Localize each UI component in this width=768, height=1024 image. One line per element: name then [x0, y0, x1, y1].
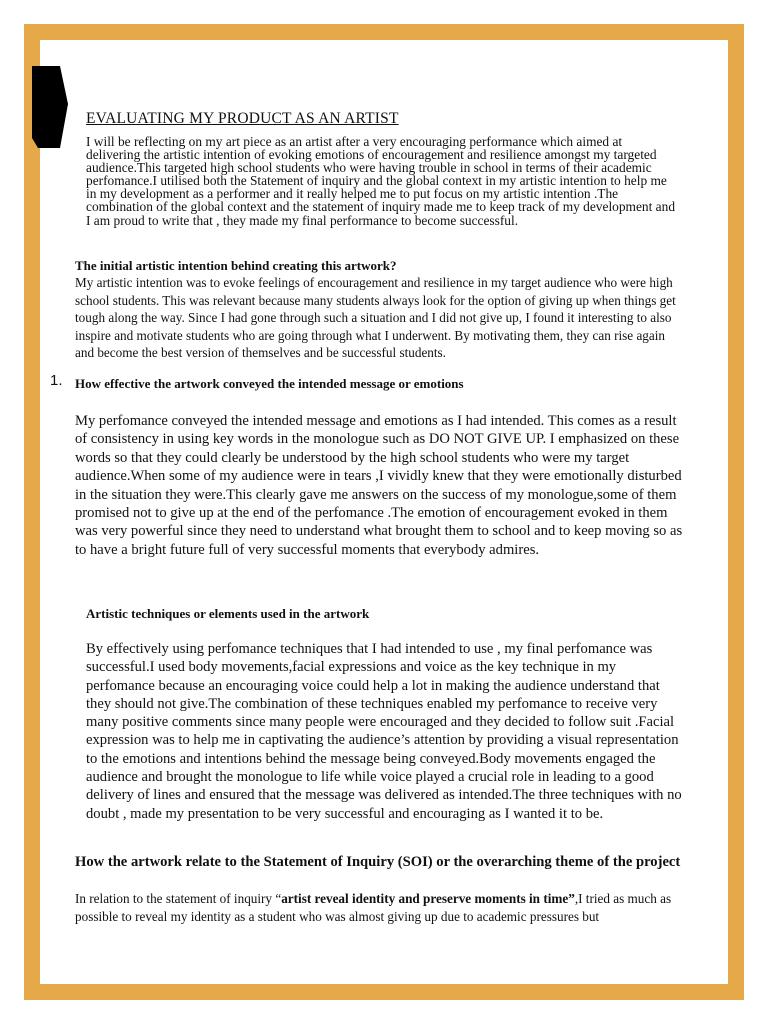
soi-text-after: ,I tried as much as possible to reveal my identity as a student who was almost giving up due to academic pressures but: [75, 891, 672, 925]
section-heading-intention: The initial artistic intention behind creating this artwork?: [75, 258, 397, 273]
soi-quote: artist reveal identity and preserve moments in time”: [281, 891, 575, 906]
document-title: EVALUATING MY PRODUCT AS AN ARTIST: [86, 110, 399, 127]
section-body-intention: My artistic intention was to evoke feelings of encouragement and resilience in my target audience who were high school students. This was relevant because many students always look for the option of giving up when things get tough along the way. Since I had gone through such a situation and I did not give up, I found it interesting to also inspire and motivate students who are going through what I underwent. By motivating them, they can rise again and become the best version of themselves and be successful students.: [75, 275, 676, 361]
section-body-techniques: By effectively using perfomance techniques that I had intended to use , my final perfomance was successful.I used body movements,facial expressions and voice as the key technique in my perfomance because an encouraging voice could help a lot in making the audience understand that they should not give.The combination of these techniques enabled my perfomance to receive very many positive comments since many people were encouraged and they decided to follow suit .Facial expression was to help me in captivating the audience’s attention by providing a visual representation to the emotions and intentions behind the message being conveyed.Body movements engaged the audience and brought the monologue to life while voice played a crucial role in leading to a good delivery of lines and ensured that the message was delivered as intended.The three techniques with no doubt , made my presentation to be very successful and encouraging as I wanted it to be.: [86, 641, 682, 822]
section-body-soi: [75, 890, 685, 926]
list-number: 1.: [50, 372, 63, 389]
black-tab-marker: [32, 66, 68, 148]
section-heading-effectiveness: How effective the artwork conveyed the intended message or emotions: [75, 376, 464, 391]
section-heading-soi: How the artwork relate to the Statement of Inquiry (SOI) or the overarching theme of the project: [75, 854, 681, 870]
section-heading-techniques: Artistic techniques or elements used in the artwork: [86, 606, 370, 621]
section-body-effectiveness: My perfomance conveyed the intended message and emotions as I had intended. This comes as a result of consistency in using key words in the monologue such as DO NOT GIVE UP. I emphasized on these words so that they could clearly be understood by the high school students who were my target audience.When some of my audience were in tears ,I vividly knew that they were emotionally disturbed in the situation they were.This clearly gave me answers on the success of my monologue,some of them promised not to give up at the end of the perfomance .The emotion of encouragement evoked in them was very powerful since they need to understand what brought them to school and to keep moving so as to have a bright future full of very successful moments that everybody admires.: [75, 413, 683, 558]
intro-paragraph: I will be reflecting on my art piece as an artist after a very encouraging performance which aimed at delivering the artistic intention of evoking emotions of encouragement and resilience amongst my targeted audience.This targeted high school students who were having trouble in school in terms of their academic perfomance.I utilised both the Statement of inquiry and the global context in my artistic intention to help me in my development as a performer and it really helped me to put focus on my artistic intention .The combination of the global context and the statement of inquiry made me to keep track of my development and I am proud to write that , they made my final performance to become successful.: [86, 134, 676, 228]
soi-text-before: In relation to the statement of inquiry “: [75, 891, 282, 906]
